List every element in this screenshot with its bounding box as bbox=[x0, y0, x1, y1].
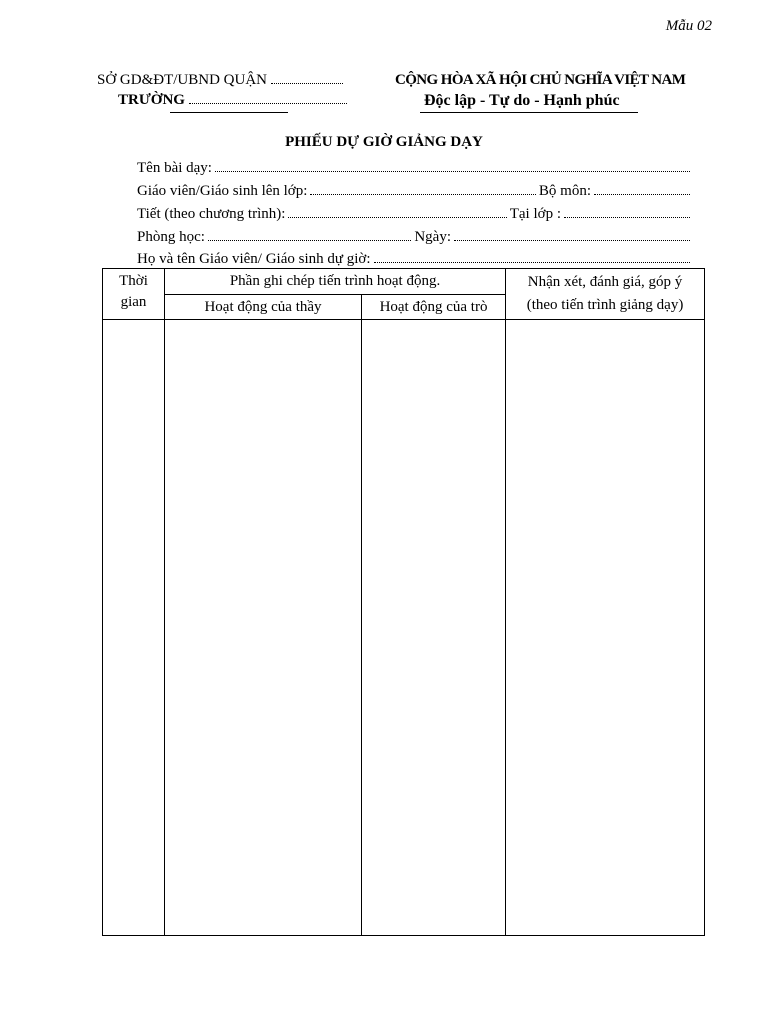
room-field[interactable] bbox=[208, 230, 411, 241]
teacher-label: Giáo viên/Giáo sinh lên lớp: bbox=[137, 183, 308, 199]
teacher-activity-cell[interactable] bbox=[165, 320, 362, 936]
time-header-text: Thời gian bbox=[119, 273, 148, 310]
period-field[interactable] bbox=[288, 207, 506, 218]
form-title: PHIẾU DỰ GIỜ GIẢNG DẠY bbox=[285, 134, 483, 150]
school-fill-line[interactable] bbox=[189, 93, 347, 104]
date-label: Ngày: bbox=[414, 229, 451, 245]
student-activity-cell[interactable] bbox=[362, 320, 506, 936]
subject-field[interactable] bbox=[594, 184, 690, 195]
department-fill-line[interactable] bbox=[271, 73, 343, 84]
student-activity-text: Hoạt động của trò bbox=[379, 298, 488, 315]
observation-table bbox=[102, 268, 705, 936]
date-field[interactable] bbox=[454, 230, 690, 241]
observer-field[interactable] bbox=[374, 252, 690, 263]
comment-header-line1: Nhận xét, đánh giá, góp ý bbox=[527, 274, 683, 290]
lesson-name-row bbox=[137, 160, 693, 180]
lesson-name-field[interactable] bbox=[215, 161, 690, 172]
school-label: TRƯỜNG bbox=[118, 92, 185, 108]
class-label: Tại lớp : bbox=[509, 206, 561, 222]
comment-column-header bbox=[506, 269, 705, 320]
school-underline bbox=[170, 112, 288, 113]
lesson-name-label: Tên bài dạy: bbox=[137, 160, 212, 176]
class-field[interactable] bbox=[564, 207, 690, 218]
subject-label: Bộ môn: bbox=[538, 183, 591, 199]
comment-header-line2: (theo tiến trình giảng dạy) bbox=[526, 297, 684, 313]
form-code: Mẫu 02 bbox=[665, 18, 712, 34]
observer-label: Họ và tên Giáo viên/ Giáo sinh dự giờ: bbox=[137, 251, 371, 267]
room-row bbox=[137, 229, 693, 249]
teacher-activity-text: Hoạt động của thầy bbox=[204, 298, 322, 315]
teacher-activity-header bbox=[165, 294, 362, 320]
period-label: Tiết (theo chương trình): bbox=[137, 206, 286, 222]
national-motto: Độc lập - Tự do - Hạnh phúc bbox=[424, 92, 620, 109]
record-column-header bbox=[165, 269, 506, 295]
period-row bbox=[137, 206, 693, 226]
school-header bbox=[118, 92, 347, 109]
student-activity-header bbox=[362, 294, 506, 320]
time-column-header bbox=[103, 269, 165, 320]
comment-cell[interactable] bbox=[506, 320, 705, 936]
time-cell[interactable] bbox=[103, 320, 165, 936]
teacher-field[interactable] bbox=[310, 184, 536, 195]
motto-underline bbox=[420, 112, 638, 113]
department-label: SỞ GD&ĐT/UBND QUẬN bbox=[97, 72, 268, 88]
teacher-row bbox=[137, 183, 693, 203]
department-header bbox=[97, 72, 343, 89]
record-header-text: Phần ghi chép tiến trình hoạt động. bbox=[229, 273, 441, 289]
room-label: Phòng học: bbox=[137, 229, 205, 245]
national-title: CỘNG HÒA XÃ HỘI CHỦ NGHĨA VIỆT NAM bbox=[395, 72, 686, 88]
